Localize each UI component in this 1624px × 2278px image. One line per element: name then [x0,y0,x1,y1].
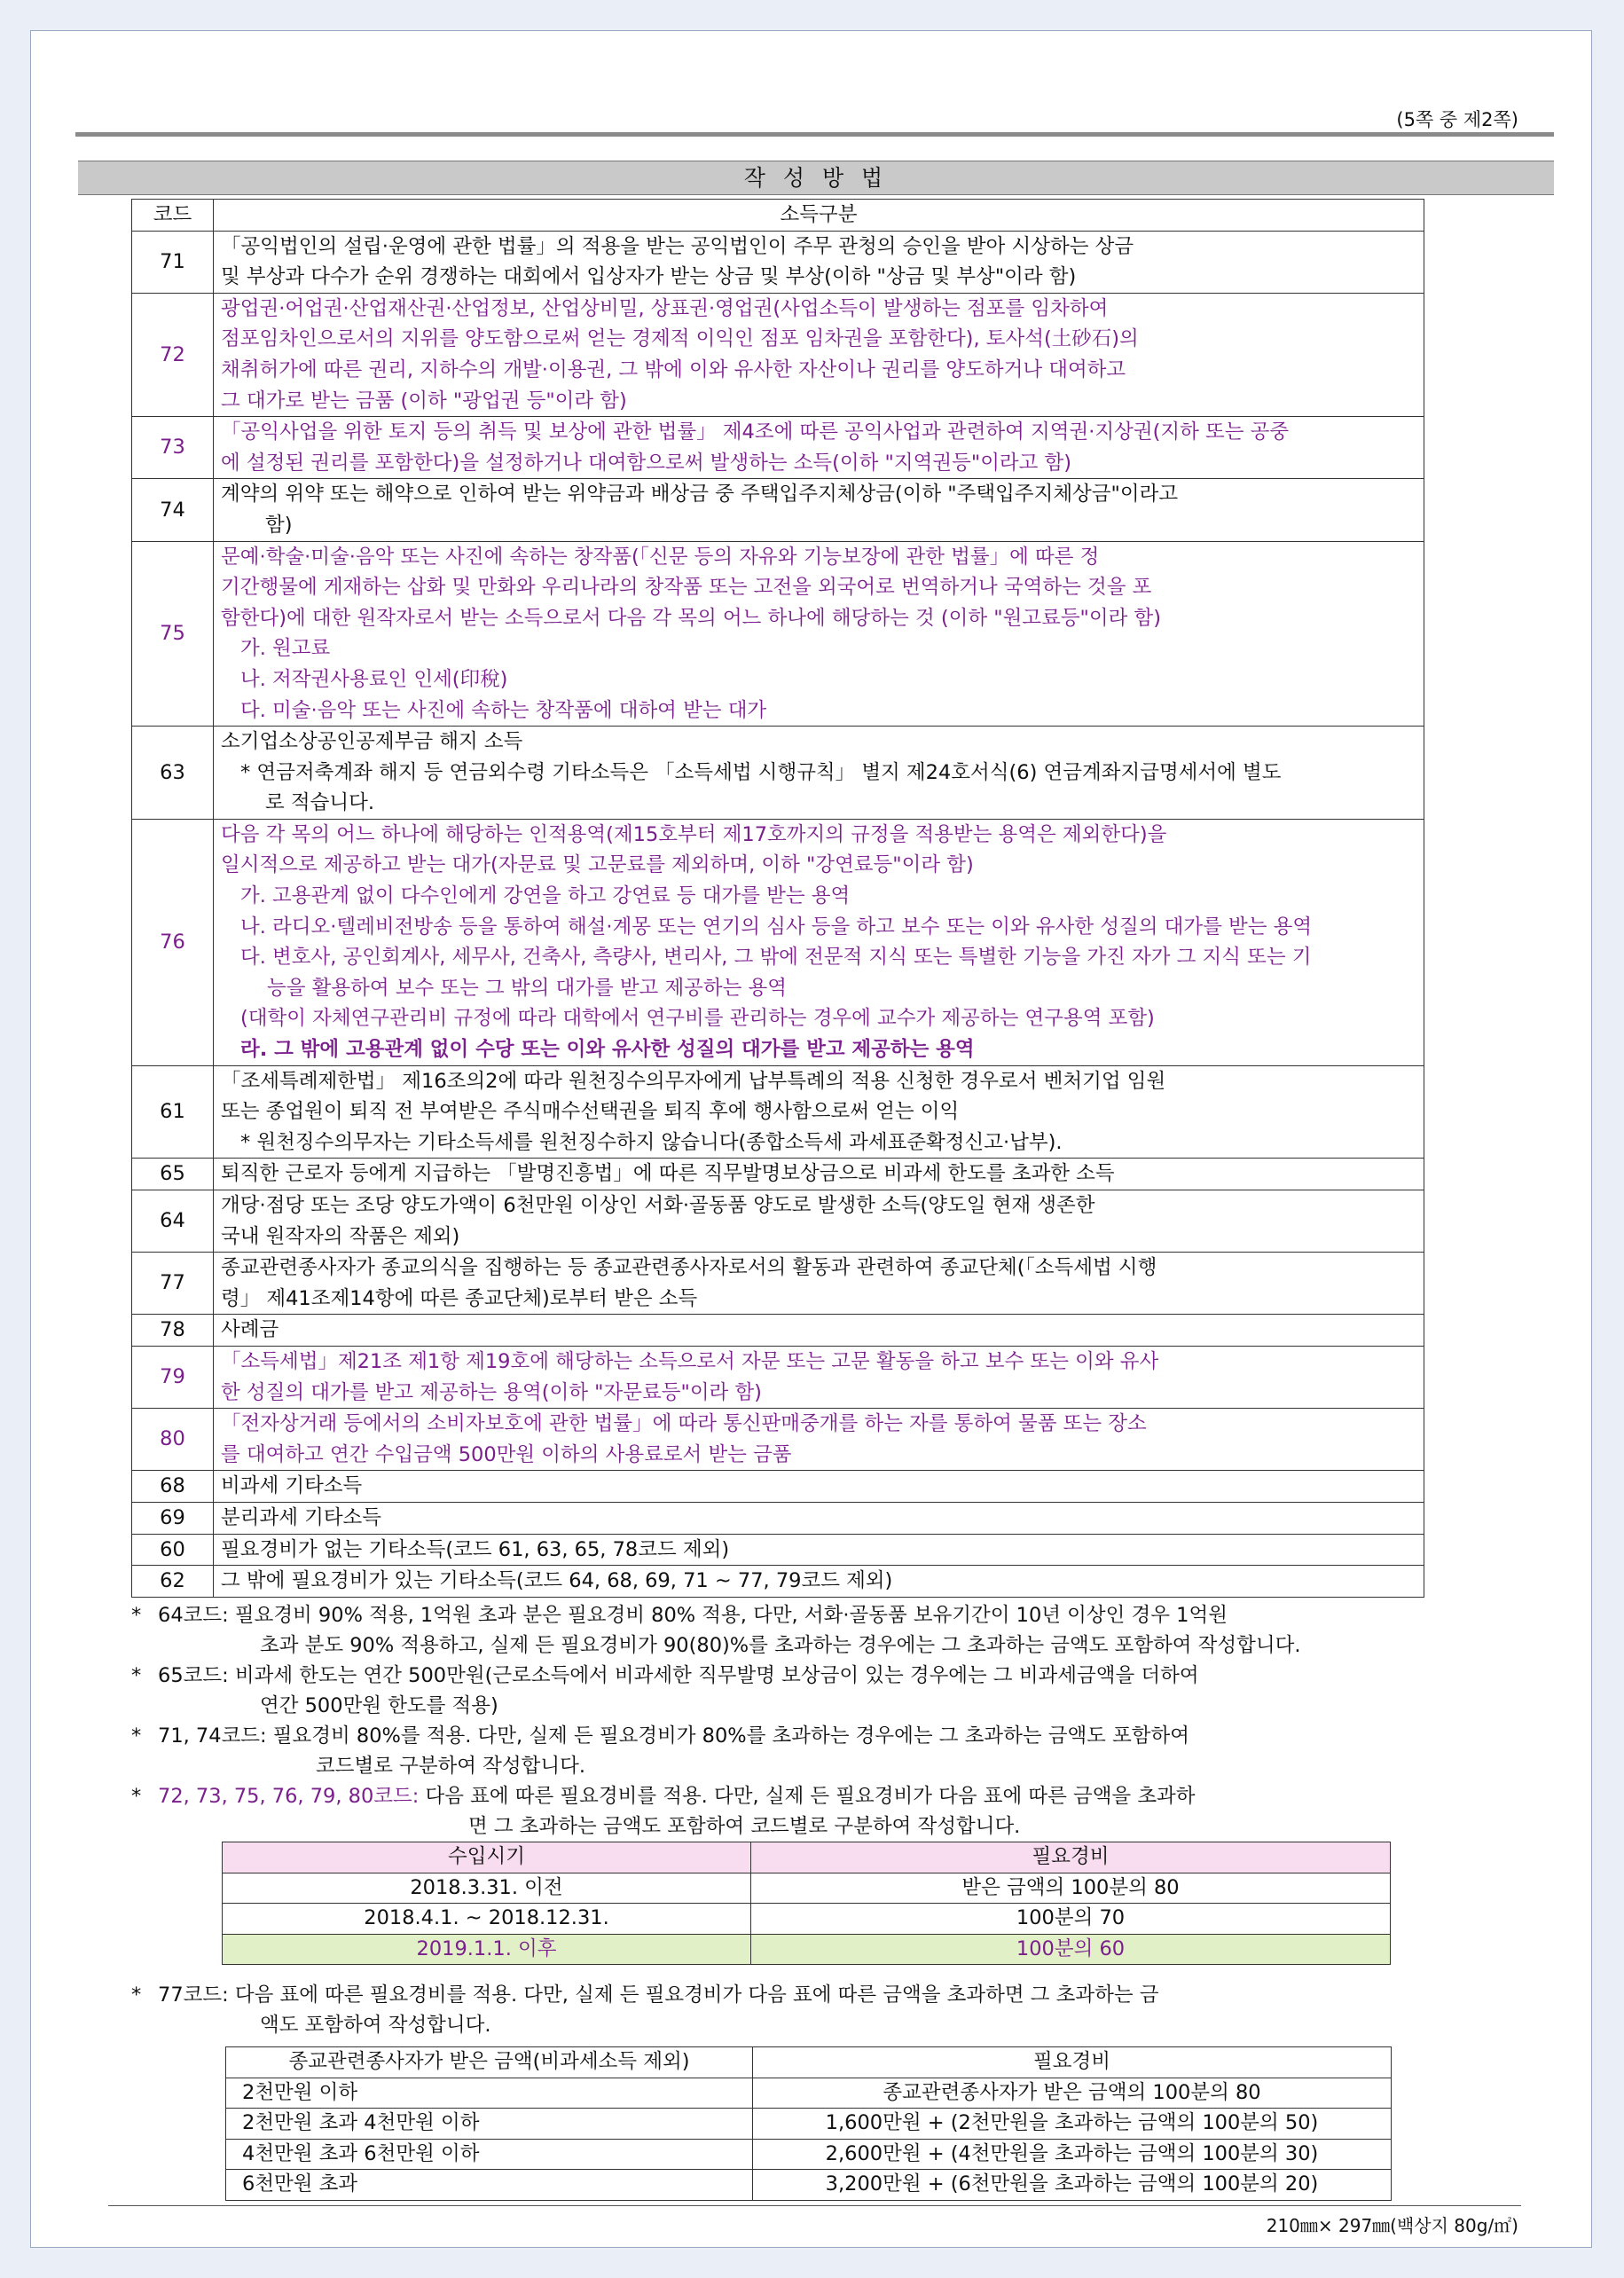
description-line: 다. 변호사, 공인회계사, 세무사, 건축사, 측량사, 변리사, 그 밖에 전문적 지식 또는 특별한 기능을 가진 자가 그 지식 또는 기 [240,946,1312,970]
note-label: 77코드: [158,1983,229,2007]
description-line: 점포임차인으로서의 지위를 양도함으로써 얻는 경제적 이익인 점포 임차권을 포함한다), 토사석(土砂石)의 [221,327,1139,351]
income-code: 63 [132,727,214,820]
income-description [214,417,1424,479]
table-row [226,2170,1392,2201]
income-code: 76 [132,819,214,1065]
note-item [131,1661,1502,1721]
description-line: 「공익법인의 설립·운영에 관한 법률」의 적용을 받는 공익법인이 주무 관청의 승인을 받아 시상하는 상금 [221,234,1134,258]
description-line: 라. 그 밖에 고용관계 없이 수당 또는 이와 유사한 성질의 대가를 받고 제공하는 용역 [240,1038,975,1062]
description-line: 령」 제41조제14항에 따른 종교단체)로부터 받은 소득 [221,1286,698,1310]
income-code-table [131,199,1424,1598]
income-description [214,541,1424,727]
income-code: 68 [132,1471,214,1503]
note-item [131,1721,1502,1781]
table-row [132,479,1424,541]
income-code: 77 [132,1253,214,1315]
note-bullet: * [131,1724,142,1748]
note-continuation: 액도 포함하여 작성합니다. [260,2014,491,2037]
note-text: 필요경비 90% 적용, 1억원 초과 분은 필요경비 80% 적용, 다만, 서화·골동품 보유기간이 10년 이상인 경우 1억원 [234,1604,1228,1627]
note-77 [131,1980,1502,2040]
note-continuation: 연간 500만원 한도를 적용) [260,1694,498,1717]
expense-rate-cell: 받은 금액의 100분의 80 [751,1873,1391,1904]
note-77-section [131,1980,1502,2040]
amount-range-cell: 4천만원 초과 6천만원 이하 [226,2139,753,2170]
header-code: 코드 [132,200,214,232]
amount-range-cell: 2천만원 초과 4천만원 이하 [226,2109,753,2140]
income-code: 73 [132,417,214,479]
table-row [132,541,1424,727]
description-line: 함한다)에 대한 원작자로서 받는 소득으로서 다음 각 목의 어느 하나에 해당하는 것 (이하 "원고료등"이라 함) [221,606,1162,630]
description-line: 일시적으로 제공하고 받는 대가(자문료 및 고문료를 제외하며, 이하 "강연료등"이라 함) [221,853,974,877]
table-row [132,1315,1424,1347]
description-line: 문예·학술·미술·음악 또는 사진에 속하는 창작품(「신문 등의 자유와 기능보장에 관한 법률」에 따른 정 [221,545,1100,569]
note-text: 비과세 한도는 연간 500만원(근로소득에서 비과세한 직무발명 보상금이 있는 경우에는 그 비과세금액을 더하여 [234,1664,1199,1687]
description-line: 「공익사업을 위한 토지 등의 취득 및 보상에 관한 법률」 제4조에 따른 공익사업과 관련하여 지역권·지상권(지하 또는 공중 [221,420,1290,444]
note-continuation: 초과 분도 90% 적용하고, 실제 든 필요경비가 90(80)%를 초과하는 경우에는 그 초과하는 금액도 포함하여 작성합니다. [260,1634,1301,1657]
description-line: 한 성질의 대가를 받고 제공하는 용역(이하 "자문료등"이라 함) [221,1380,762,1404]
description-line: 국내 원작자의 작품은 제외) [221,1224,460,1248]
table-header-row [223,1842,1391,1873]
income-description [214,293,1424,416]
income-code: 72 [132,293,214,416]
table-row [132,1159,1424,1190]
description-line: 개당·점당 또는 조당 양도가액이 6천만원 이상인 서화·골동품 양도로 발생한 소득(양도일 현재 생존한 [221,1194,1095,1217]
description-line: * 원천징수의무자는 기타소득세를 원천징수하지 않습니다(종합소득세 과세표준확정신고·납부). [240,1130,1063,1154]
description-line: 또는 종업원이 퇴직 전 부여받은 주식매수선택권을 퇴직 후에 행사함으로써 얻는 이익 [221,1100,960,1124]
income-period-cell: 2018.3.31. 이전 [223,1873,751,1904]
note-text: 필요경비 80%를 적용. 다만, 실제 든 필요경비가 80%를 초과하는 경우에는 그 초과하는 금액도 포함하여 [272,1724,1190,1748]
table-row [223,1904,1391,1935]
description-line: 「전자상거래 등에서의 소비자보호에 관한 법률」에 따라 통신판매중개를 하는 자를 통하여 물품 또는 장소 [221,1412,1147,1436]
expense-rate-cell: 100분의 70 [751,1904,1391,1935]
expense-rate-table [222,1842,1391,1965]
religious-expense-table [225,2046,1392,2201]
income-description [214,1253,1424,1315]
income-description [214,1502,1424,1534]
amount-range-cell: 6천만원 초과 [226,2170,753,2201]
description-line: 를 대여하고 연간 수입금액 500만원 이하의 사용료로서 받는 금품 [221,1442,792,1466]
table-row [226,2109,1392,2140]
table-row [132,1065,1424,1159]
description-line: 나. 라디오·텔레비전방송 등을 통하여 해설·계몽 또는 연기의 심사 등을 하고 보수 또는 이와 유사한 성질의 대가를 받는 용역 [240,915,1313,939]
top-rule [75,132,1554,137]
description-line: 채취허가에 따른 권리, 지하수의 개발·이용권, 그 밖에 이와 유사한 자산이나 권리를 양도하거나 대여하고 [221,357,1126,381]
table-row [132,1190,1424,1253]
table-row [132,819,1424,1065]
note-text: 다음 표에 따른 필요경비를 적용. 다만, 실제 든 필요경비가 다음 표에 따른 금액을 초과하 [425,1785,1196,1808]
table-row [223,1934,1391,1965]
table-row [132,1566,1424,1598]
income-description [214,479,1424,541]
table-row [132,1409,1424,1471]
table-row [226,2078,1392,2109]
income-description [214,1190,1424,1253]
income-description [214,1159,1424,1190]
table-row [132,417,1424,479]
table-row [132,1253,1424,1315]
note-item [131,1781,1502,1842]
page-number: (5쪽 중 제2쪽) [1396,109,1518,130]
description-line: 다. 미술·음악 또는 사진에 속하는 창작품에 대하여 받는 대가 [240,698,767,722]
expense-formula-cell: 2,600만원 + (4천만원을 초과하는 금액의 100분의 30) [753,2139,1392,2170]
income-code: 64 [132,1190,214,1253]
expense-rate-cell: 100분의 60 [751,1934,1391,1965]
income-period-cell: 2019.1.1. 이후 [223,1934,751,1965]
note-bullet: * [131,1604,142,1627]
note-item [131,1600,1502,1661]
description-line: 가. 원고료 [240,637,331,661]
note-label: 72, 73, 75, 76, 79, 80코드: [158,1785,420,1808]
description-line: 소기업소상공인공제부금 해지 소득 [221,730,523,754]
description-line: 사례금 [221,1318,279,1342]
note-text: 다음 표에 따른 필요경비를 적용. 다만, 실제 든 필요경비가 다음 표에 따른 금액을 초과하면 그 초과하는 금 [234,1983,1159,2007]
description-line: 계약의 위약 또는 해약으로 인하여 받는 위약금과 배상금 중 주택입주지체상금(이하 "주택입주지체상금"이라고 [221,483,1179,507]
expense-formula-cell: 종교관련종사자가 받은 금액의 100분의 80 [753,2078,1392,2109]
income-description [214,727,1424,820]
income-description [214,231,1424,293]
note-bullet: * [131,1983,142,2007]
description-line: 및 부상과 다수가 순위 경쟁하는 대회에서 입상자가 받는 상금 및 부상(이하 "상금 및 부상"이라 함) [221,265,1077,289]
description-line: 분리과세 기타소득 [221,1505,382,1529]
table-row [132,1502,1424,1534]
expense-formula-cell: 3,200만원 + (6천만원을 초과하는 금액의 100분의 20) [753,2170,1392,2201]
note-bullet: * [131,1785,142,1808]
income-code: 75 [132,541,214,727]
income-code: 78 [132,1315,214,1347]
income-description [214,1409,1424,1471]
income-description [214,1065,1424,1159]
note-continuation: 코드별로 구분하여 작성합니다. [316,1755,586,1778]
description-line: 그 대가로 받는 금품 (이하 "광업권 등"이라 함) [221,389,627,412]
income-code: 69 [132,1502,214,1534]
description-line: 종교관련종사자가 종교의식을 집행하는 등 종교관련종사자로서의 활동과 관련하여 종교단체(「소득세법 시행 [221,1256,1157,1280]
description-line: 다음 각 목의 어느 하나에 해당하는 인적용역(제15호부터 제17호까지의 규정을 적용받는 용역은 제외한다)을 [221,822,1167,846]
income-period-cell: 2018.4.1. ~ 2018.12.31. [223,1904,751,1935]
note-label: 71, 74코드: [158,1724,267,1748]
description-line: 함) [265,513,293,537]
section-title: 작 성 방 법 [78,161,1554,195]
table-row [132,293,1424,416]
header-income-period: 수입시기 [223,1842,751,1873]
description-line: 「조세특례제한법」 제16조의2에 따라 원천징수의무자에게 납부특례의 적용 신청한 경우로서 벤처기업 임원 [221,1069,1166,1093]
notes-section [131,1600,1502,1842]
description-line: * 연금저축계좌 해지 등 연금외수령 기타소득은 「소득세법 시행규칙」 별지 제24호서식(6) 연금계좌지급명세서에 별도 [240,760,1282,784]
table-row [132,231,1424,293]
description-line: 비과세 기타소득 [221,1474,363,1498]
description-line: 로 적습니다. [265,791,374,815]
income-description [214,1534,1424,1566]
income-code: 74 [132,479,214,541]
income-code: 60 [132,1534,214,1566]
description-line: 나. 저작권사용료인 인세(印稅) [240,667,508,691]
table-header-row [132,200,1424,232]
description-line: 능을 활용하여 보수 또는 그 밖의 대가를 받고 제공하는 용역 [267,976,788,1000]
table-row [223,1873,1391,1904]
income-code: 79 [132,1346,214,1408]
income-code: 80 [132,1409,214,1471]
amount-range-cell: 2천만원 이하 [226,2078,753,2109]
description-line: 퇴직한 근로자 등에게 지급하는 「발명진흥법」에 따른 직무발명보상금으로 비과세 한도를 초과한 소득 [221,1162,1115,1186]
note-bullet: * [131,1664,142,1687]
income-code: 61 [132,1065,214,1159]
income-code: 62 [132,1566,214,1598]
footer-rule [108,2205,1521,2206]
description-line: 기간행물에 게재하는 삽화 및 만화와 우리나라의 창작품 또는 고전을 외국어로 번역하거나 국역하는 것을 포 [221,576,1152,600]
income-description [214,1471,1424,1503]
header-necessary-expense: 필요경비 [753,2047,1392,2078]
expense-formula-cell: 1,600만원 + (2천만원을 초과하는 금액의 100분의 50) [753,2109,1392,2140]
note-label: 64코드: [158,1604,229,1627]
income-description [214,819,1424,1065]
table-row [132,1534,1424,1566]
description-line: 필요경비가 없는 기타소득(코드 61, 63, 65, 78코드 제외) [221,1537,730,1561]
header-income-type: 소득구분 [214,200,1424,232]
income-description [214,1346,1424,1408]
paper-spec: 210㎜× 297㎜(백상지 80g/㎡) [1266,2215,1518,2236]
description-line: 그 밖에 필요경비가 있는 기타소득(코드 64, 68, 69, 71 ~ 77, 79코드 제외) [221,1569,893,1593]
income-description [214,1566,1424,1598]
income-code: 71 [132,231,214,293]
description-line: 가. 고용관계 없이 다수인에게 강연을 하고 강연료 등 대가를 받는 용역 [240,884,851,908]
income-description [214,1315,1424,1347]
note-label: 65코드: [158,1664,229,1687]
description-line: (대학이 자체연구관리비 규정에 따라 대학에서 연구비를 관리하는 경우에 교수가 제공하는 연구용역 포함) [240,1007,1155,1031]
description-line: 에 설정된 권리를 포함한다)을 설정하거나 대여함으로써 발생하는 소득(이하 "지역권등"이라고 함) [221,451,1072,475]
table-row [132,1471,1424,1503]
header-religious-amount: 종교관련종사자가 받은 금액(비과세소득 제외) [226,2047,753,2078]
note-continuation: 면 그 초과하는 금액도 포함하여 코드별로 구분하여 작성합니다. [468,1815,1021,1838]
header-necessary-expense: 필요경비 [751,1842,1391,1873]
income-code: 65 [132,1159,214,1190]
description-line: 「소득세법」제21조 제1항 제19호에 해당하는 소득으로서 자문 또는 고문 활동을 하고 보수 또는 이와 유사 [221,1349,1159,1373]
table-header-row [226,2047,1392,2078]
table-row [132,1346,1424,1408]
table-row [132,727,1424,820]
table-row [226,2139,1392,2170]
description-line: 광업권·어업권·산업재산권·산업정보, 산업상비밀, 상표권·영업권(사업소득이 발생하는 점포를 임차하여 [221,296,1109,320]
